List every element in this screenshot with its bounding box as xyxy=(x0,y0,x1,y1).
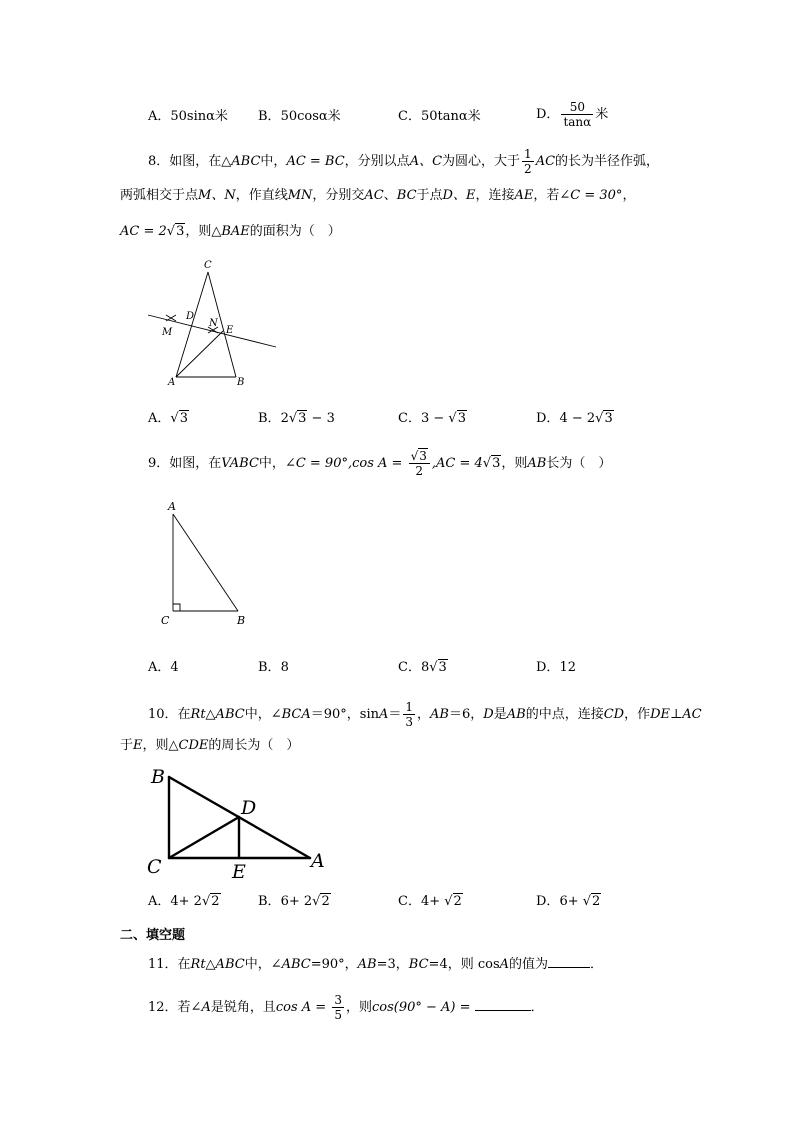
q8-option-d: D．4 − 2√3 xyxy=(536,411,613,426)
q10-segment-cd xyxy=(169,817,239,858)
section-fill-in-title: 二、填空题 xyxy=(120,928,186,943)
q9-option-c: C．8√3 xyxy=(398,660,447,675)
q10-sin-fraction: $\frac{1}{3}$ xyxy=(405,700,414,729)
q8-label-d: D xyxy=(186,311,195,322)
q10-line-1: 10．在Rt△ABC中，∠BCA＝90°，sinA＝ $\frac{1}{3}$ ，AB＝6，D是AB的中点，连接CD，作DE⊥AC xyxy=(148,700,702,729)
q8-figure xyxy=(140,255,290,390)
q10-label-e: E xyxy=(232,861,246,883)
q12-cos-fraction: $\frac{3}{5}$ xyxy=(334,993,342,1022)
q10-label-b: B xyxy=(151,766,165,788)
q8-label-c: C xyxy=(204,260,212,271)
q11-line: 11．在Rt△ABC中，∠ABC=90°，AB=3，BC=4，则 cosA的值为 ． xyxy=(148,957,604,972)
q9-label-a: A xyxy=(168,500,176,513)
q11-answer-blank[interactable] xyxy=(548,955,590,968)
q8-option-c: C．3 − √3 xyxy=(398,411,466,426)
q10-option-b: B．6+ 2√2 xyxy=(258,894,330,909)
q8-line-2: 两弧相交于点M、N，作直线MN，分别交AC、BC于点D、E，连接AE，若∠C = 30°， xyxy=(120,188,636,203)
q10-label-c: C xyxy=(147,856,162,878)
q9-label-c: C xyxy=(161,614,170,627)
q7-option-d: D． $\frac{50}{\tan\alpha}$ 米 xyxy=(536,100,609,129)
q8-label-e: E xyxy=(226,325,234,336)
q8-option-a: A．√3 xyxy=(148,411,188,426)
q8-label-a: A xyxy=(168,377,176,388)
q9-figure xyxy=(155,498,265,633)
q9-right-angle-mark xyxy=(173,604,180,611)
q7-option-b: B．50cosα米 xyxy=(258,109,341,124)
q8-half-fraction: $\frac{1}{2}$ xyxy=(524,147,532,176)
q8-line-3: AC = 2√3，则△BAE的面积为（ ） xyxy=(120,224,341,239)
q10-option-d: D．6+ √2 xyxy=(536,894,601,909)
q9-option-a: A．4 xyxy=(148,660,179,675)
q9-option-b: B．8 xyxy=(258,660,289,675)
q12-line: 12．若∠A是锐角，且cos A = $\frac{3}{5}$ ，则cos(90° − A) = ． xyxy=(148,993,544,1022)
q9-cos-fraction: $\frac{√3}{2}$ xyxy=(409,449,430,478)
q8-label-m: M xyxy=(162,327,173,338)
q8-line-1: 8．如图，在△ABC中，AC = BC，分别以点A、C为圆心，大于 $\frac{1}{2}$ AC的长为半径作弧， xyxy=(148,147,660,176)
q12-answer-blank[interactable] xyxy=(475,998,531,1011)
q8-option-b: B．2√3 − 3 xyxy=(258,411,335,426)
q9-line-1: 9．如图，在VABC中，∠C = 90°,cos A = $\frac{√3}{2}$ ,AC = 4√3，则AB长为（ ） xyxy=(148,449,612,478)
q8-arc-mark-m xyxy=(166,315,176,321)
q10-line-2: 于E，则△CDE的周长为（ ） xyxy=(120,738,300,753)
q10-option-c: C．4+ √2 xyxy=(398,894,462,909)
q7-option-c: C．50tanα米 xyxy=(398,109,481,124)
q7-d-fraction: $\frac{50}{\tan\alpha}$ xyxy=(563,100,592,129)
q8-label-n: N xyxy=(209,318,218,329)
q10-label-a: A xyxy=(311,850,325,872)
q10-figure xyxy=(140,763,340,888)
q9-side-ab xyxy=(173,514,238,611)
q10-label-d: D xyxy=(241,797,257,819)
q9-label-b: B xyxy=(237,614,246,627)
q7-option-a: A．50sinα米 xyxy=(148,109,228,124)
q9-option-d: D．12 xyxy=(536,660,576,675)
q10-option-a: A．4+ 2√2 xyxy=(148,894,220,909)
q8-label-b: B xyxy=(237,377,245,388)
